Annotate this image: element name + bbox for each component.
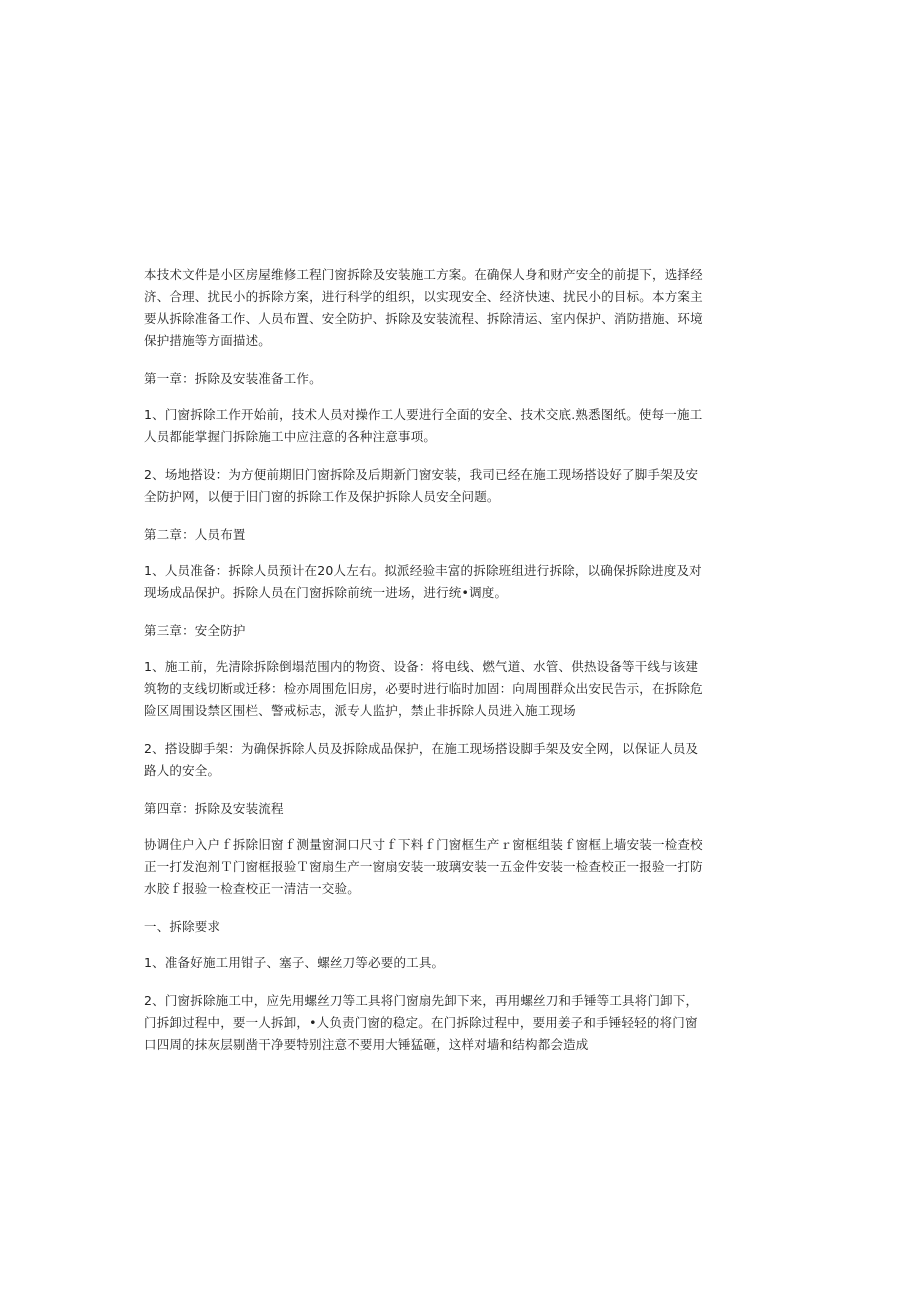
chapter-2-paragraph-1: 1、人员准备：拆除人员预计在20人左右。拟派经验丰富的拆除班组进行拆除，以确保拆除进度及对现场成品保护。拆除人员在门窗拆除前统一进场，进行统•调度。: [144, 563, 702, 600]
chapter-3-paragraph-1: 1、施工前，先清除拆除倒塌范围内的物资、设备：将电线、燃气道、水管、供热设备等干线与该建筑物的支线切断或迁移：检亦周围危旧房，必要时进行临时加固：向周围群众出安民告示，在拆除危险区周围设禁区围栏、警戒标志，派专人监护，禁止非拆除人员进入施工现场: [144, 659, 703, 718]
document-page: [144, 264, 704, 1072]
chapter-1-paragraph-2: 2、场地搭设：为方便前期旧门窗拆除及后期新门窗安装，我司已经在施工现场搭设好了脚手架及安全防护网，以便于旧门窗的拆除工作及保护拆除人员安全问题。: [144, 467, 699, 504]
chapter-3-paragraph-2: 2、搭设脚手架：为确保拆除人员及拆除成品保护，在施工现场搭设脚手架及安全网，以保证人员及路人的安全。: [144, 741, 699, 778]
section-1-title: 一、拆除要求: [144, 919, 221, 934]
chapter-2-title: 第二章：人员布置: [144, 527, 246, 542]
intro-paragraph: 本技术文件是小区房屋维修工程门窗拆除及安装施工方案。在确保人身和财产安全的前提下，选择经济、合理、扰民小的拆除方案，进行科学的组织，以实现安全、经济快速、扰民小的目标。本方案主要从拆除准备工作、人员布置、安全防护、拆除及安装流程、拆除清运、室内保护、消防措施、环境保护措施等方面描述。: [144, 267, 703, 348]
section-1-paragraph-1: 1、准备好施工用钳子、塞子、螺丝刀等必要的工具。: [144, 955, 445, 970]
chapter-1-paragraph-1: 1、门窗拆除工作开始前，技术人员对操作工人要进行全面的安全、技术交底.熟悉图纸。使每一施工人员都能掌握门拆除施工中应注意的各种注意事项。: [144, 407, 703, 444]
chapter-4-title: 第四章：拆除及安装流程: [144, 801, 284, 816]
section-1-paragraph-2: 2、门窗拆除施工中，应先用螺丝刀等工具将门窗扇先卸下来，再用螺丝刀和手锤等工具将门卸下，门拆卸过程中，要一人拆卸，•人负责门窗的稳定。在门拆除过程中，要用姜子和手锤轻轻的将门窗口四周的抹灰层剔凿干净要特别注意不要用大锤猛砸，这样对墙和结构都会造成: [144, 993, 699, 1052]
chapter-3-title: 第三章：安全防护: [144, 623, 246, 638]
chapter-1-title: 第一章：拆除及安装准备工作。: [144, 371, 322, 386]
chapter-4-flow: 协调住户入户ｆ拆除旧窗ｆ测量窗洞口尺寸ｆ下料ｆ门窗框生产ｒ窗框组装ｆ窗框上墙安装一检查校正一打发泡剂Ｔ门窗框报验Ｔ窗扇生产一窗扇安装一玻璃安装一五金件安装一检查校正一报验一打防水胶ｆ报验一检查校正一清洁一交验。: [144, 837, 703, 896]
